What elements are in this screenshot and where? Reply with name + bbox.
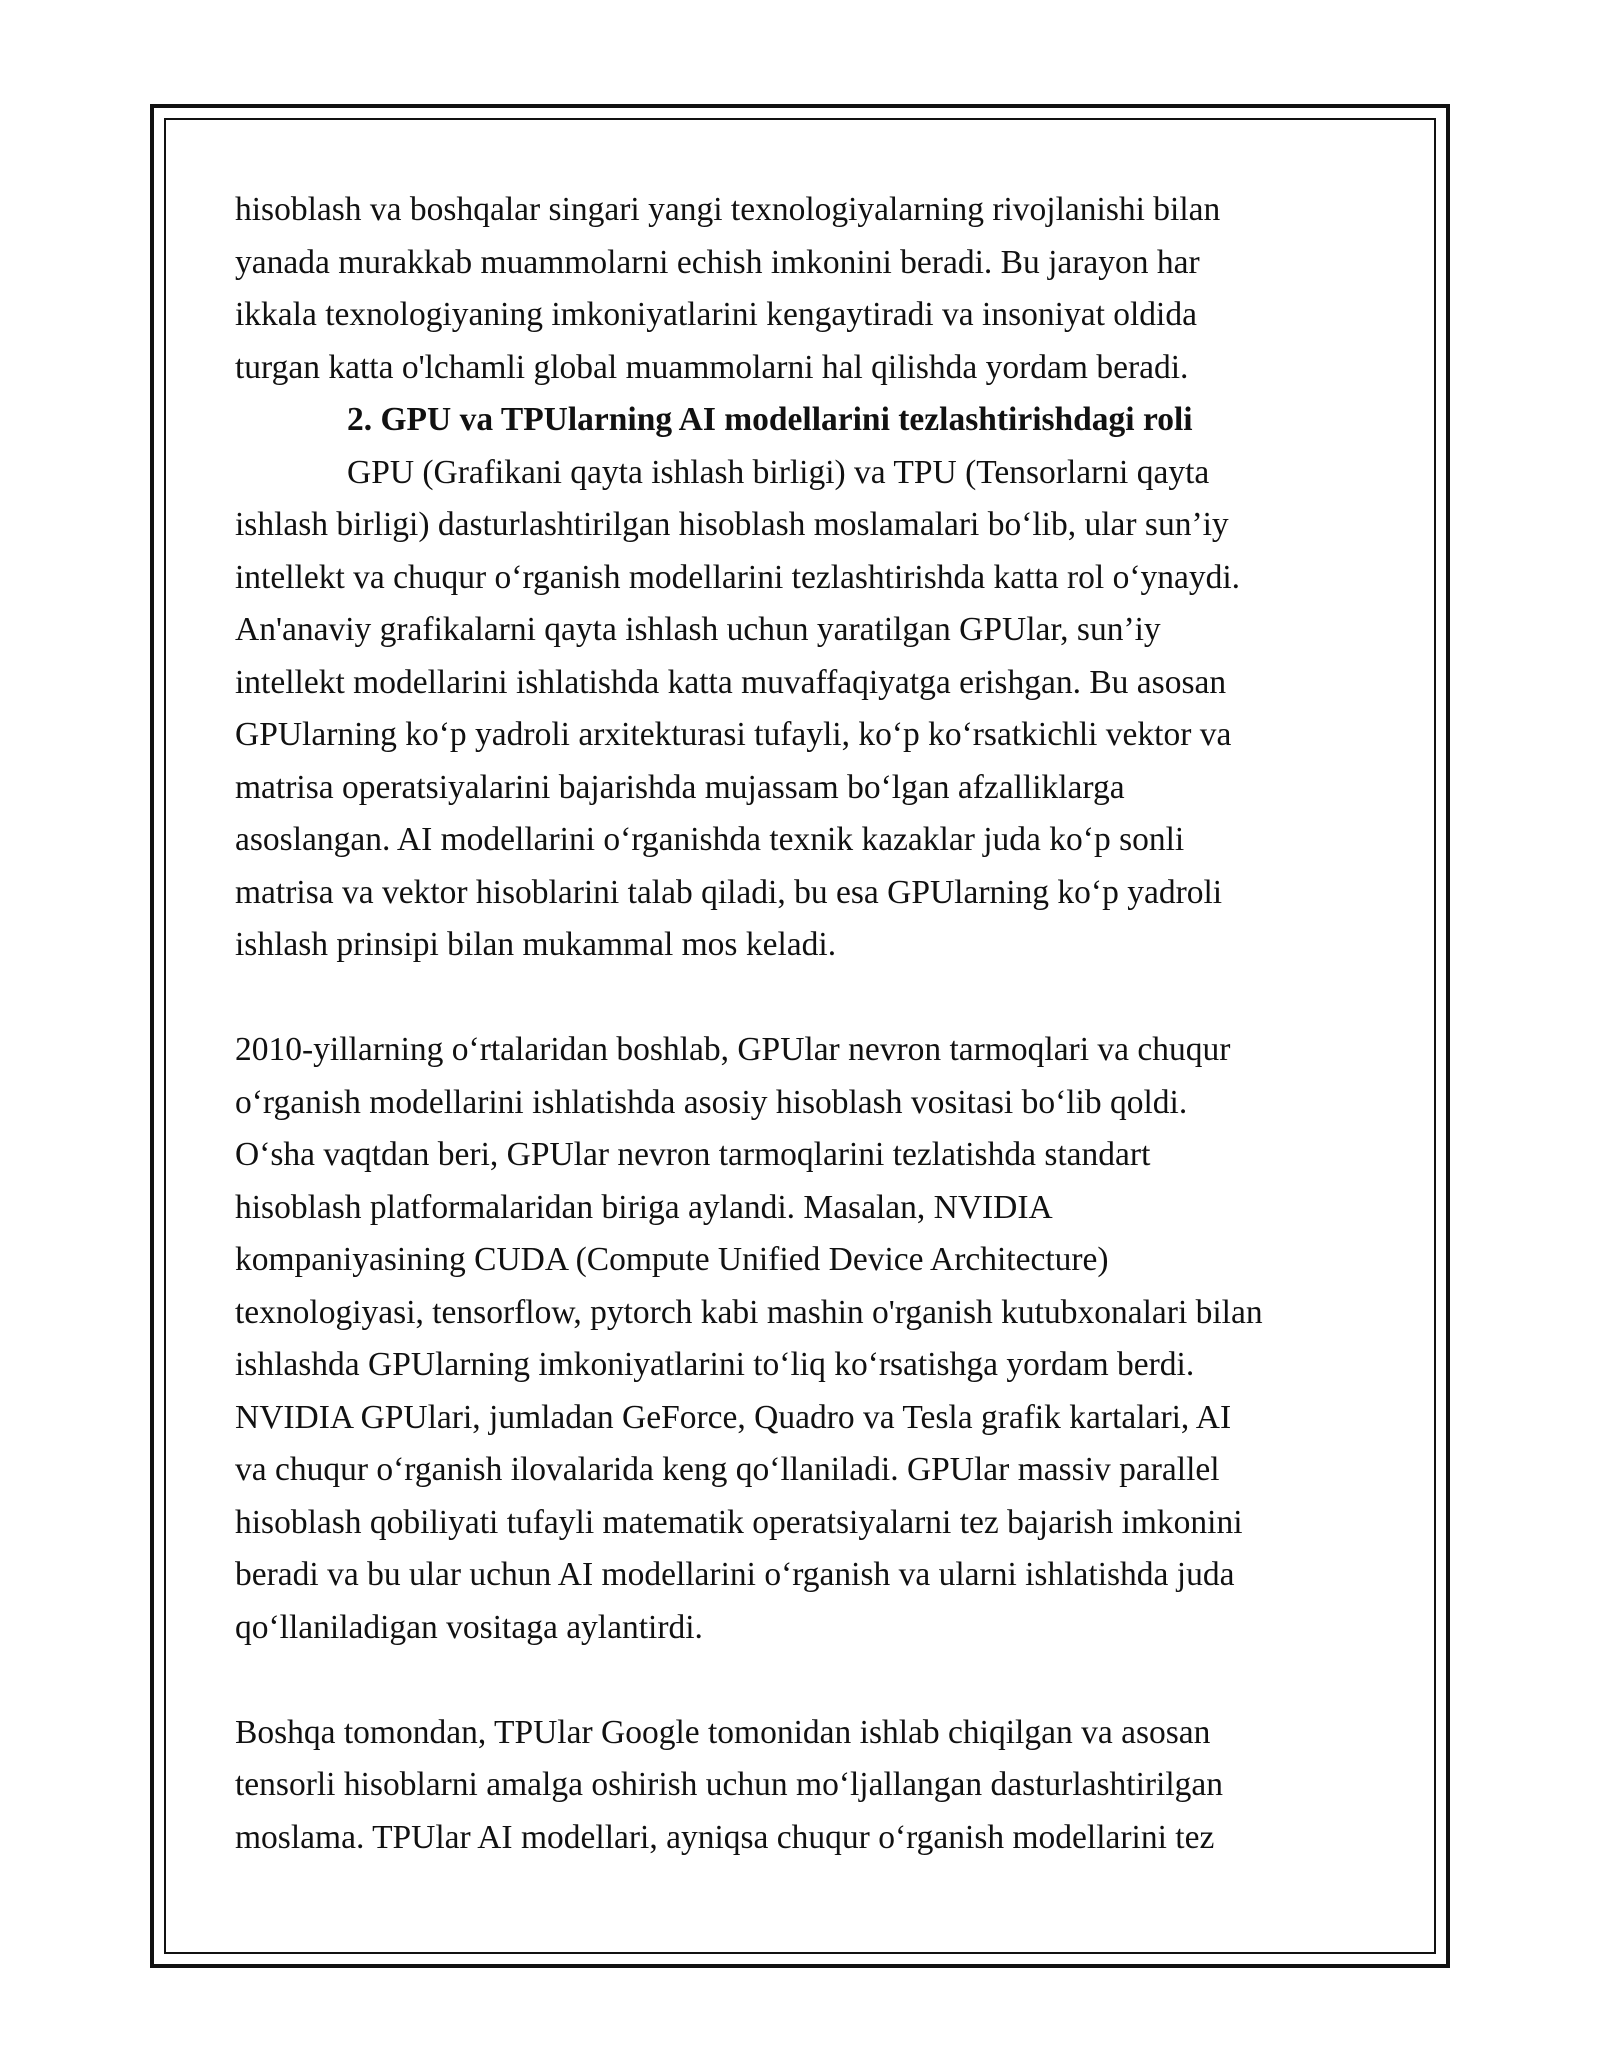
text-line: Oʻsha vaqtdan beri, GPUlar nevron tarmoqlarini tezlatishda standart: [235, 1136, 1151, 1173]
text-line: oʻrganish modellarini ishlatishda asosiy hisoblash vositasi boʻlib qoldi.: [235, 1083, 1188, 1121]
text-line: moslama. TPUlar AI modellari, ayniqsa chuqur oʻrganish modellarini tez: [235, 1818, 1215, 1856]
text-line: intellekt va chuqur oʻrganish modellarini tezlashtirishda katta rol oʻynaydi.: [235, 558, 1241, 596]
text-line: asoslangan. AI modellarini oʻrganishda texnik kazaklar juda koʻp sonli: [235, 821, 1185, 858]
text-line: matrisa operatsiyalarini bajarishda mujassam boʻlgan afzalliklarga: [235, 768, 1125, 806]
text-line: ishlashda GPUlarning imkoniyatlarini toʻliq koʻrsatishga yordam berdi.: [235, 1346, 1195, 1383]
paragraph-spacer: [235, 972, 1370, 1025]
paragraph-tpu: [235, 1707, 1370, 1865]
paragraph-spacer: [235, 1654, 1370, 1707]
text-line: kompaniyasining CUDA (Compute Unified Device Architecture): [235, 1241, 1109, 1278]
section-heading: 2. GPU va TPUlarning AI modellarini tezlashtirishdagi roli: [347, 401, 1193, 438]
text-line: texnologiyasi, tensorflow, pytorch kabi mashin o'rganish kutubxonalari bilan: [235, 1293, 1263, 1331]
text-line: 2010-yillarning oʻrtalaridan boshlab, GPUlar nevron tarmoqlari va chuqur: [235, 1031, 1231, 1068]
text-line: hisoblash qobiliyati tufayli matematik operatsiyalarni tez bajarish imkonini: [235, 1503, 1243, 1541]
paragraph-intro: [235, 184, 1370, 394]
text-line: GPUlarning koʻp yadroli arxitekturasi tufayli, koʻp koʻrsatkichli vektor va: [235, 716, 1232, 753]
text-line: NVIDIA GPUlari, jumladan GeForce, Quadro va Tesla grafik kartalari, AI: [235, 1398, 1232, 1436]
text-line: beradi va bu ular uchun AI modellarini oʻrganish va ularni ishlatishda juda: [235, 1556, 1235, 1593]
text-line: matrisa va vektor hisoblarini talab qiladi, bu esa GPUlarning koʻp yadroli: [235, 873, 1223, 911]
text-line: intellekt modellarini ishlatishda katta muvaffaqiyatga erishgan. Bu asosan: [235, 663, 1227, 701]
text-line: turgan katta o'lchamli global muammolarni hal qilishda yordam beradi.: [235, 348, 1189, 386]
document-body: [235, 184, 1370, 1864]
text-line: hisoblash platformalaridan biriga aylandi. Masalan, NVIDIA: [235, 1188, 1053, 1226]
text-line: hisoblash va boshqalar singari yangi texnologiyalarning rivojlanishi bilan: [235, 191, 1221, 228]
text-line: ikkala texnologiyaning imkoniyatlarini kengaytiradi va insoniyat oldida: [235, 296, 1197, 333]
text-line: ishlash prinsipi bilan mukammal mos keladi.: [235, 926, 837, 963]
text-line: yanada murakkab muammolarni echish imkonini beradi. Bu jarayon har: [235, 243, 1200, 281]
text-line: Boshqa tomondan, TPUlar Google tomonidan ishlab chiqilgan va asosan: [235, 1713, 1211, 1751]
paragraph-gpu-tpu: [235, 447, 1370, 972]
text-line: ishlash birligi) dasturlashtirilgan hisoblash moslamalari boʻlib, ular sun’iy: [235, 506, 1229, 543]
text-line: An'anaviy grafikalarni qayta ishlash uchun yaratilgan GPUlar, sun’iy: [235, 611, 1161, 648]
text-line: va chuqur oʻrganish ilovalarida keng qoʻllaniladi. GPUlar massiv parallel: [235, 1451, 1220, 1488]
text-line: GPU (Grafikani qayta ishlash birligi) va TPU (Tensorlarni qayta: [347, 453, 1210, 491]
paragraph-2010: [235, 1024, 1370, 1654]
text-line: qoʻllaniladigan vositaga aylantirdi.: [235, 1608, 703, 1646]
text-line: tensorli hisoblarni amalga oshirish uchun moʻljallangan dasturlashtirilgan: [235, 1766, 1224, 1803]
